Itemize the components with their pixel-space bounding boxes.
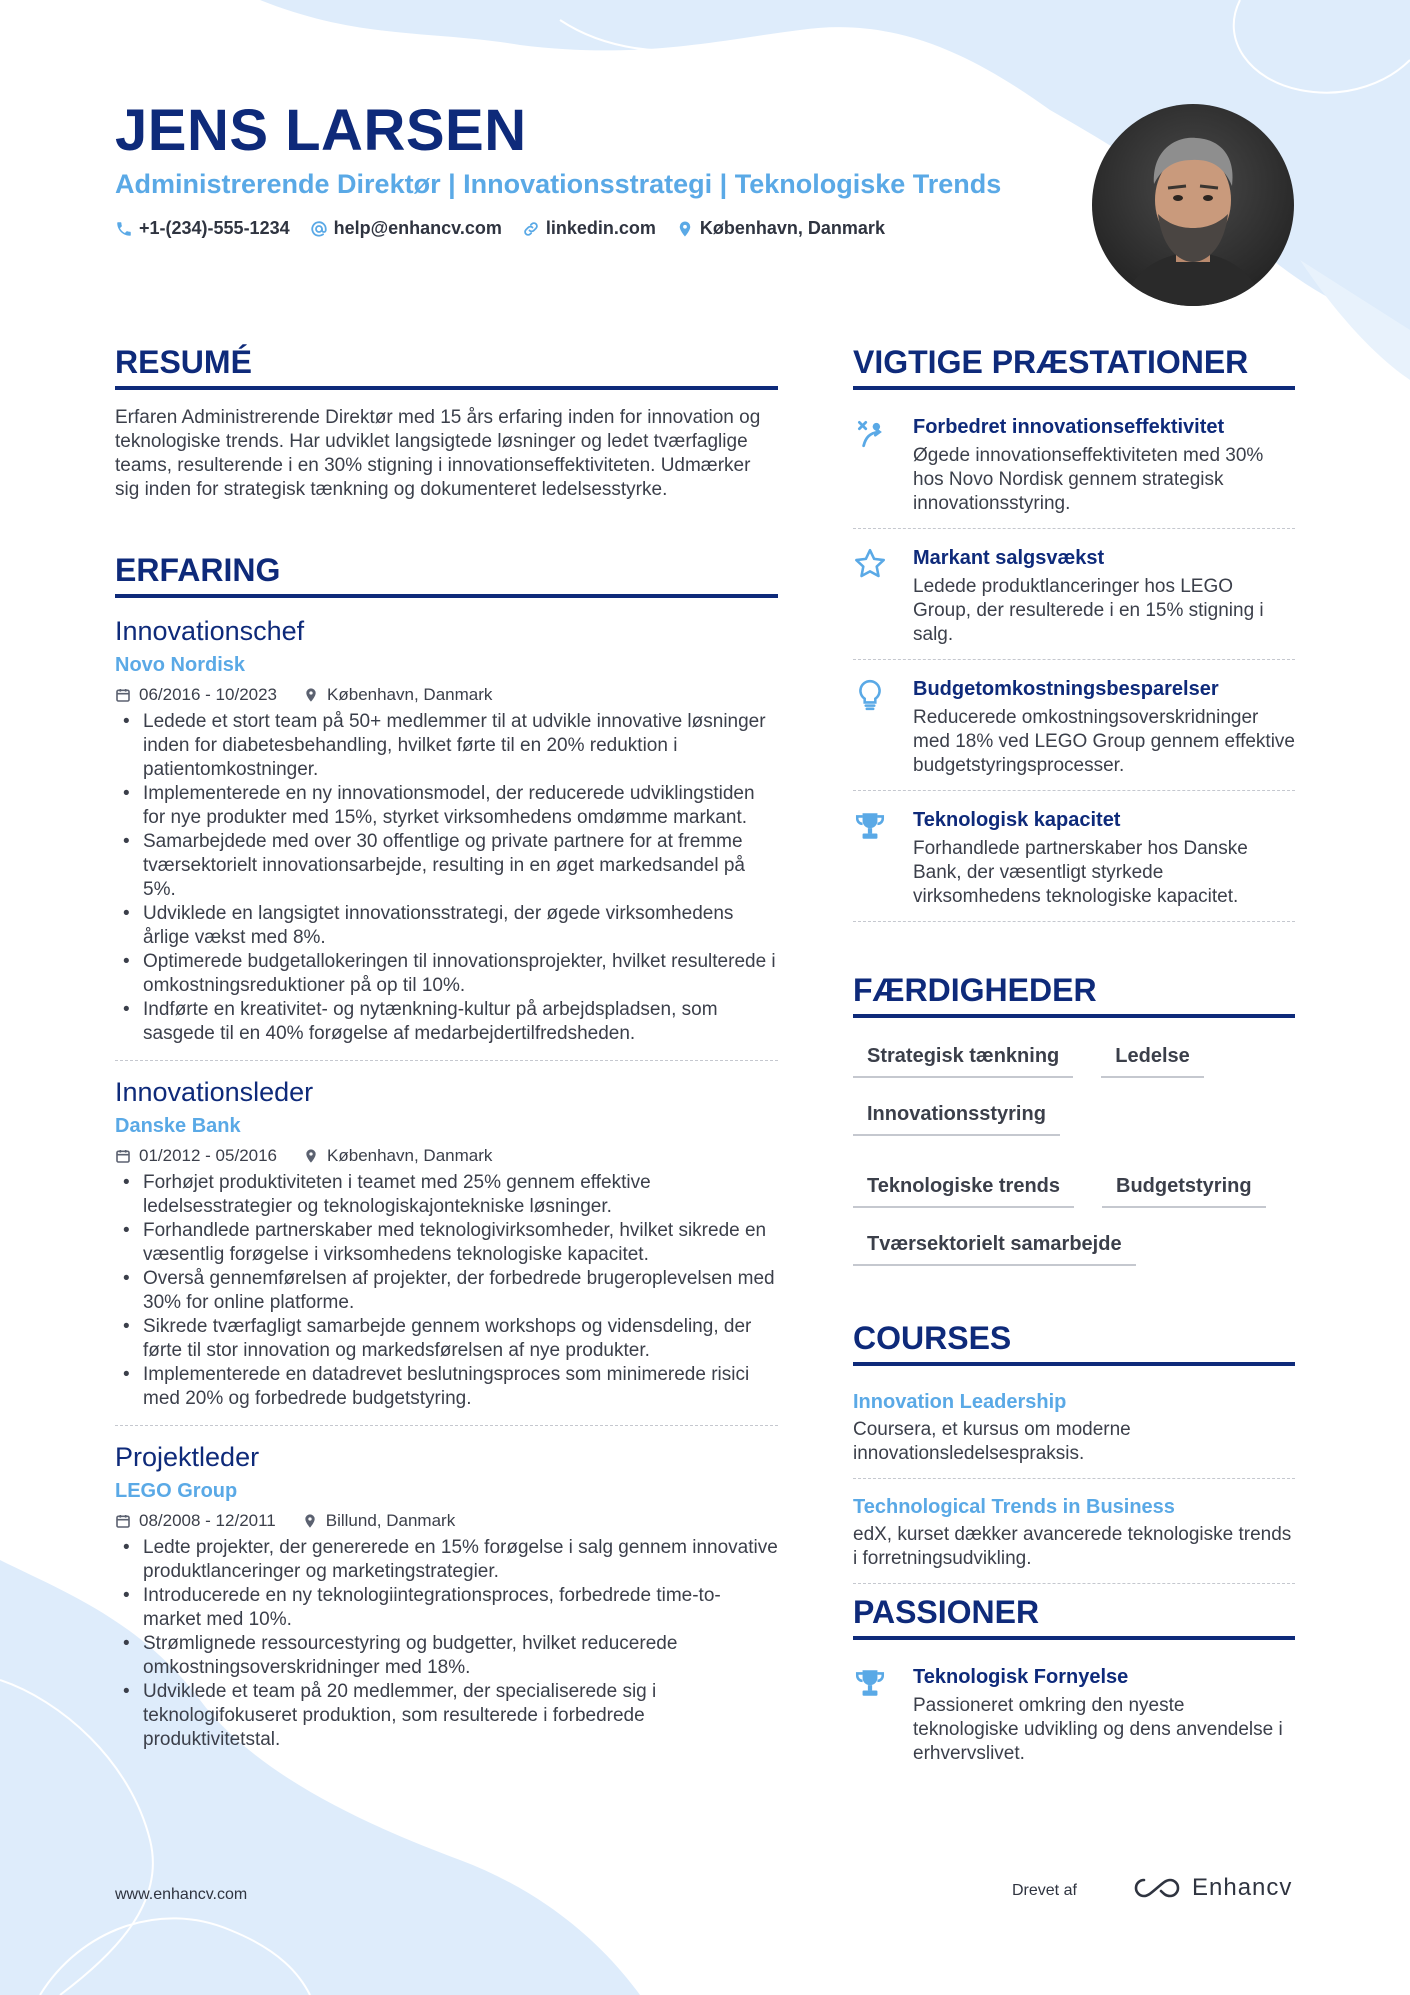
job-bullet: • Forhandlede partnerskaber med teknologivirksomheder, hvilket sikrede en væsentlig forøgelse i virksomhedens teknologiske kapacitet. <box>143 1219 778 1267</box>
strategy-icon <box>853 416 887 450</box>
achievement-desc: Ledede produktlanceringer hos LEGO Group, der resulterede i en 15% stigning i salg. <box>913 576 1264 645</box>
course-desc: Coursera, et kursus om moderne innovationsledelsespraksis. <box>853 1419 1131 1464</box>
skill-tag: Teknologiske trends <box>853 1164 1074 1208</box>
right-column <box>853 342 1295 1786</box>
job-bullet: • Ledede et stort team på 50+ medlemmer til at udvikle innovative løsninger inden for diabetesbehandling, hvilket førte til en 20% reduktion i patientomkostninger. <box>143 710 778 782</box>
contact-phone-text: +1-(234)-555-1234 <box>139 218 290 238</box>
achievement-title: Forbedret innovationseffektivitet <box>913 416 1225 438</box>
left-column <box>115 342 778 1780</box>
summary-text: Erfaren Administrerende Direktør med 15 års erfaring inden for innovation og teknologiske trends. Har udviklet langsigtede løsninger og ledet tværfaglige teams, resulterende i en 30% stigning i innovationseffektiviteten. Udmærker sig inden for strategisk tænkning og dokumenteret ledelsesstyrke. <box>115 407 761 500</box>
footer-url[interactable]: www.enhancv.com <box>115 1886 248 1903</box>
skill-tag: Ledelse <box>1101 1034 1203 1078</box>
section-title-courses: COURSES <box>853 1318 1295 1366</box>
job-location-wrap <box>303 682 492 708</box>
location-icon <box>303 687 319 703</box>
contact-linkedin-text: linkedin.com <box>545 218 656 238</box>
job-role: Innovationsleder <box>115 1077 314 1107</box>
contact-location <box>676 218 885 239</box>
achievement-item <box>853 668 1295 791</box>
profile-photo <box>1092 104 1294 306</box>
job-bullet: • Overså gennemførelsen af projekter, der forbedrede brugeroplevelsen med 30% for online platforme. <box>143 1267 778 1315</box>
calendar-icon <box>115 1513 131 1529</box>
job-dates: 06/2016 - 10/2023 <box>139 685 278 704</box>
job-bullet: • Strømlignede ressourcestyring og budgetter, hvilket reducerede omkostningsoverskridninger med 18%. <box>143 1632 778 1680</box>
enhancv-logo-text: Enhancv <box>1192 1874 1293 1901</box>
skill-tag: Tværsektorielt samarbejde <box>853 1222 1136 1266</box>
achievement-item <box>853 406 1295 529</box>
passion-title: Teknologisk Fornyelse <box>913 1666 1129 1688</box>
section-title-achievements: VIGTIGE PRÆSTATIONER <box>853 342 1295 390</box>
job-bullet: • Samarbejdede med over 30 offentlige og private partnere for at fremme tværsektorielt innovationsarbejde, resulting in en øget markedsandel på 5%. <box>143 830 778 902</box>
section-title-experience: ERFARING <box>115 550 778 598</box>
star-icon <box>853 547 887 581</box>
course-desc: edX, kurset dækker avancerede teknologiske trends i forretningsudvikling. <box>853 1524 1292 1569</box>
job-bullet: • Implementerede en datadrevet beslutningsproces som minimerede risici med 20% og forbedrede budgetstyring. <box>143 1363 778 1411</box>
lightbulb-icon <box>853 678 887 712</box>
job-company: LEGO Group <box>115 1480 238 1502</box>
phone-icon <box>115 220 133 238</box>
passion-desc: Passioneret omkring den nyeste teknologiske udvikling og dens anvendelse i erhvervslivet. <box>913 1695 1283 1764</box>
achievement-title: Budgetomkostningsbesparelser <box>913 678 1219 700</box>
job-bullet: • Indførte en kreativitet- og nytænkning-kultur på arbejdspladsen, som sasgede til en 40% forøgelse af medarbejdertilfredsheden. <box>143 998 778 1046</box>
headline: Administrerende Direktør | Innovationsstrategi | Teknologiske Trends <box>115 169 1002 199</box>
course-item <box>853 1487 1295 1584</box>
job-location: Billund, Danmark <box>325 1511 456 1530</box>
achievement-item <box>853 537 1295 660</box>
job-location-wrap <box>302 1508 455 1534</box>
section-title-summary: RESUMÉ <box>115 342 778 390</box>
job-bullet: • Ledte projekter, der genererede en 15% forøgelse i salg gennem innovative produktlanceringer og marketingstrategier. <box>143 1536 778 1584</box>
job-role: Projektleder <box>115 1442 260 1472</box>
job-dates: 01/2012 - 05/2016 <box>139 1146 278 1165</box>
location-icon <box>676 220 694 238</box>
job-meta <box>115 682 778 708</box>
course-item <box>853 1382 1295 1479</box>
job-entry <box>115 614 778 1061</box>
calendar-icon <box>115 687 131 703</box>
job-bullets <box>115 1171 778 1411</box>
job-bullet: • Sikrede tværfagligt samarbejde gennem workshops og vidensdeling, der førte til stor innovation og markedsførelsen af nye produkter. <box>143 1315 778 1363</box>
location-icon <box>302 1513 318 1529</box>
job-company: Novo Nordisk <box>115 654 246 676</box>
job-bullet: • Implementerede en ny innovationsmodel, der reducerede udviklingstiden for nye produkter med 15%, styrket virksomhedens omdømme markant. <box>143 782 778 830</box>
enhancv-logo-icon <box>1132 1876 1182 1900</box>
job-location-wrap <box>303 1143 492 1169</box>
contact-list <box>115 218 885 239</box>
job-meta <box>115 1143 778 1169</box>
job-location: København, Danmark <box>327 685 493 704</box>
enhancv-logo[interactable] <box>1132 1874 1292 1902</box>
candidate-name: JENS LARSEN <box>115 98 527 163</box>
contact-email-text: help@enhancv.com <box>333 218 502 238</box>
link-icon <box>522 220 540 238</box>
job-bullet: • Introducerede en ny teknologiintegrationsproces, forbedrede time-to-market med 10%. <box>143 1584 778 1632</box>
job-dates-wrap <box>115 1143 277 1169</box>
footer-powered-by: Drevet af <box>1012 1882 1077 1899</box>
skill-tag: Innovationsstyring <box>853 1092 1060 1136</box>
skills-list <box>853 1034 1295 1266</box>
achievement-desc: Forhandlede partnerskaber hos Danske Bank, der væsentligt styrkede virksomhedens teknologiske kapacitet. <box>913 838 1248 907</box>
skill-tag: Budgetstyring <box>1102 1164 1266 1208</box>
section-title-passions: PASSIONER <box>853 1592 1295 1640</box>
contact-location-text: København, Danmark <box>699 218 885 238</box>
job-meta <box>115 1508 778 1534</box>
calendar-icon <box>115 1148 131 1164</box>
passion-item <box>853 1656 1295 1778</box>
skill-tag: Strategisk tænkning <box>853 1034 1073 1078</box>
job-company: Danske Bank <box>115 1115 241 1137</box>
achievement-title: Markant salgsvækst <box>913 547 1105 569</box>
job-bullets <box>115 710 778 1046</box>
achievement-desc: Øgede innovationseffektiviteten med 30% hos Novo Nordisk gennem strategisk innovationsstyring. <box>913 445 1264 514</box>
contact-linkedin[interactable] <box>522 218 656 239</box>
job-bullet: • Forhøjet produktiviteten i teamet med 25% gennem effektive ledelsesstrategier og teknologiskajontekniske løsninger. <box>143 1171 778 1219</box>
achievement-item <box>853 799 1295 922</box>
trophy-icon <box>853 1666 887 1700</box>
course-title: Technological Trends in Business <box>853 1496 1175 1518</box>
job-bullet: • Udviklede en langsigtet innovationsstrategi, der øgede virksomhedens årlige vækst med 8%. <box>143 902 778 950</box>
achievement-desc: Reducerede omkostningsoverskridninger med 18% ved LEGO Group gennem effektive budgetstyringsprocesser. <box>913 707 1295 776</box>
job-entry <box>115 1440 778 1766</box>
job-bullet: • Udviklede et team på 20 medlemmer, der specialiserede sig i teknologifokuseret produktion, som resulterede i forbedrede produktivitetstal. <box>143 1680 778 1752</box>
contact-email[interactable] <box>310 218 502 239</box>
job-bullet: • Optimerede budgetallokeringen til innovationsprojekter, hvilket resulterede i omkostningsreduktioner på op til 10%. <box>143 950 778 998</box>
trophy-icon <box>853 809 887 843</box>
job-bullets <box>115 1536 778 1752</box>
job-dates-wrap <box>115 682 277 708</box>
course-title: Innovation Leadership <box>853 1391 1067 1413</box>
location-icon <box>303 1148 319 1164</box>
job-dates: 08/2008 - 12/2011 <box>139 1511 276 1530</box>
at-icon <box>310 220 328 238</box>
job-role: Innovationschef <box>115 616 305 646</box>
section-title-skills: FÆRDIGHEDER <box>853 970 1295 1018</box>
contact-phone[interactable] <box>115 218 290 239</box>
job-dates-wrap <box>115 1508 276 1534</box>
job-location: København, Danmark <box>327 1146 493 1165</box>
achievement-title: Teknologisk kapacitet <box>913 809 1121 831</box>
job-entry <box>115 1075 778 1426</box>
